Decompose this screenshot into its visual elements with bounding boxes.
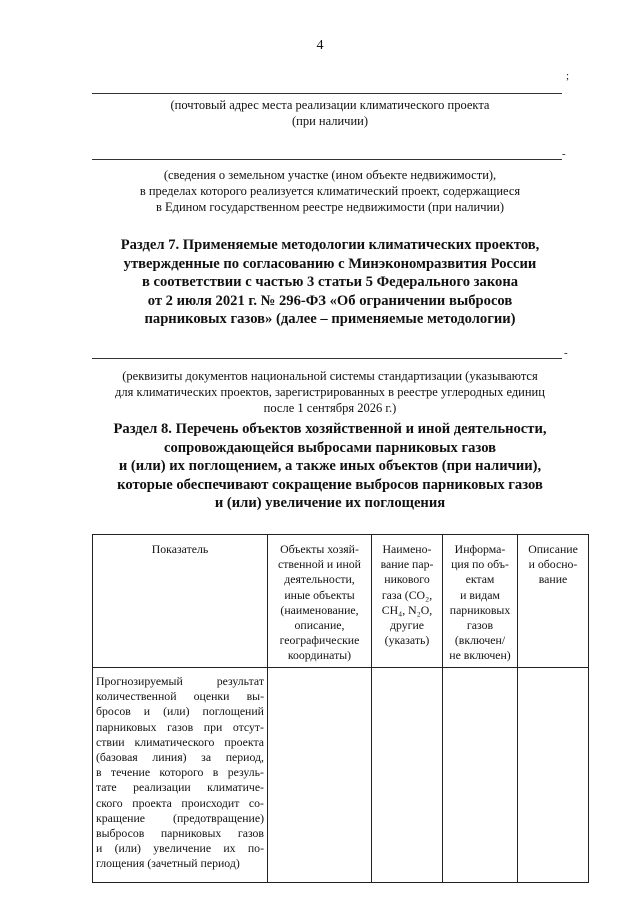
header-description: Описание и обосно- вание xyxy=(518,535,589,668)
postal-address-caption xyxy=(60,97,600,129)
header-objects: Объекты хозяй- ственной и иной деятельности, иные объекты (наименование, описание, географические координаты) xyxy=(268,535,372,668)
land-plot-caption xyxy=(60,167,600,215)
margin-mark: ; xyxy=(566,70,570,82)
caption-line: (реквизиты документов национальной системы стандартизации (указываются xyxy=(122,369,538,383)
heading-line: в соответствии с частью 3 статьи 5 Федерального закона xyxy=(141,274,519,290)
methodology-fill-line xyxy=(92,358,562,359)
margin-mark: - xyxy=(564,347,568,359)
objects-table xyxy=(92,534,589,883)
margin-mark: - xyxy=(562,148,566,160)
caption-line: для климатических проектов, зарегистрированных в реестре углеродных единиц xyxy=(115,385,545,399)
empty-cell xyxy=(443,668,518,883)
caption-line: в Едином государственном реестре недвижимости (при наличии) xyxy=(155,200,505,214)
standards-caption xyxy=(60,368,600,416)
heading-line: Раздел 7. Применяемые методологии климатических проектов, xyxy=(120,237,540,253)
empty-cell xyxy=(268,668,372,883)
address-fill-line xyxy=(92,93,562,94)
section-8-heading xyxy=(40,420,620,513)
empty-cell xyxy=(518,668,589,883)
heading-line: которые обеспечивают сокращение выбросов парниковых газов xyxy=(117,476,543,493)
header-indicator: Показатель xyxy=(93,535,268,668)
heading-line: от 2 июля 2021 г. № 296-ФЗ «Об ограничении выбросов xyxy=(147,292,513,309)
heading-line: парниковых газов» (далее – применяемые методологии) xyxy=(144,311,516,327)
caption-line: (почтовый адрес места реализации климатического проекта xyxy=(170,98,490,112)
heading-line: Раздел 8. Перечень объектов хозяйственной и иной деятельности, xyxy=(113,421,547,437)
empty-cell xyxy=(372,668,443,883)
caption-line: после 1 сентября 2026 г.) xyxy=(263,401,397,415)
header-information: Информа- ция по объ- ектам и видам парниковых газов (включен/ не включен) xyxy=(443,535,518,668)
table-row xyxy=(93,668,589,883)
heading-line: и (или) увеличение их поглощения xyxy=(214,495,446,511)
heading-line: утвержденные по согласованию с Минэкономразвития России xyxy=(123,255,537,272)
land-plot-fill-line xyxy=(92,159,562,160)
caption-line: (при наличии) xyxy=(291,114,369,128)
table-header-row xyxy=(93,535,589,668)
caption-line: в пределах которого реализуется климатический проект, содержащиеся xyxy=(139,184,521,198)
indicator-cell: Прогнозируемый результат количественной оценки вы- бросов и (или) поглощений парниковых газов при отсут- ствии климатического проекта (базовая линия) за период, в течение которого в резуль- тате реализации климатиче- ского проекта происходит со- кращение (предотвращение) выбросов парниковых газов и (или) увеличение их по- глощения (зачетный период) xyxy=(93,668,268,883)
section-7-heading xyxy=(40,236,620,329)
page-number: 4 xyxy=(316,38,324,53)
header-gas-name: Наимено- вание пар- никового газа (CO₂, CH₄, N₂O, другие (указать) xyxy=(372,535,443,668)
heading-line: сопровождающейся выбросами парниковых газов xyxy=(163,439,497,456)
heading-line: и (или) их поглощением, а также иных объектов (при наличии), xyxy=(118,458,542,474)
caption-line: (сведения о земельном участке (ином объекте недвижимости), xyxy=(163,168,497,182)
